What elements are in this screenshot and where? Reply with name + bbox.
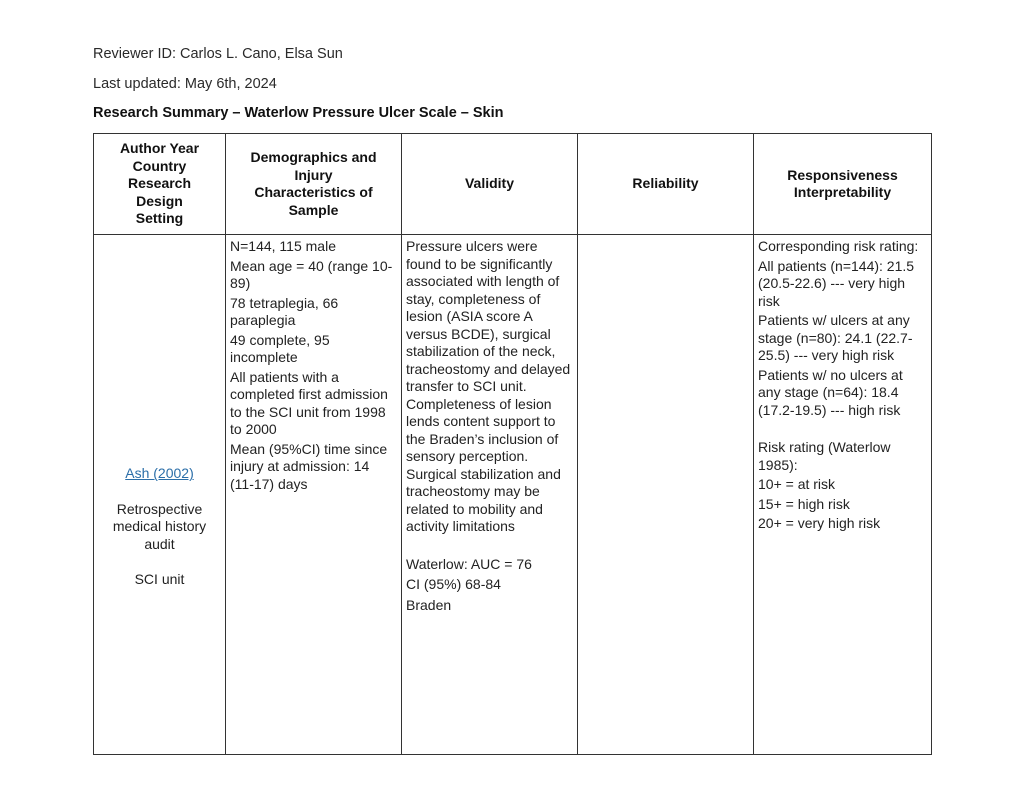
- cell-validity: [402, 235, 578, 755]
- demographics-item: All patients with a completed first admission to the SCI unit from 1998 to 2000: [230, 368, 388, 437]
- last-updated: Last updated: May 6th, 2024: [93, 76, 277, 92]
- demographics-item: Mean (95%CI) time since injury at admission: 14 (11-17) days: [230, 440, 388, 492]
- header-line: Reliability: [632, 175, 699, 192]
- responsiveness-item: Patients w/ no ulcers at any stage (n=64): 18.4 (17.2-19.5) --- high risk: [758, 366, 903, 418]
- responsiveness-item: All patients (n=144): 21.5 (20.5-22.6) --- very high risk: [758, 257, 915, 309]
- risk-rating-item: 20+ = very high risk: [758, 515, 881, 531]
- demographics-item: Mean age = 40 (range 10-89): [230, 257, 393, 291]
- risk-rating-item: Risk rating (Waterlow 1985):: [758, 439, 891, 473]
- header-line: Country: [132, 157, 187, 174]
- cell-reliability: [578, 235, 754, 755]
- header-line: Characteristics of: [254, 184, 373, 200]
- table-header-row: [94, 134, 932, 235]
- reviewer-id: Reviewer ID: Carlos L. Cano, Elsa Sun: [93, 46, 343, 62]
- header-line: Interpretability: [793, 184, 892, 200]
- header-line: Injury: [294, 166, 333, 183]
- header-author-year: [94, 134, 226, 235]
- responsiveness-item: Corresponding risk rating:: [758, 238, 919, 254]
- demographics-item: N=144, 115 male: [230, 238, 336, 254]
- header-demographics: [226, 134, 402, 235]
- research-summary-table: [93, 133, 932, 755]
- demographics-item: 49 complete, 95 incomplete: [230, 331, 330, 365]
- setting-text: SCI unit: [134, 571, 185, 588]
- demographics-item: 78 tetraplegia, 66 paraplegia: [230, 294, 339, 328]
- risk-rating-item: 15+ = high risk: [758, 495, 850, 512]
- cell-responsiveness: [754, 235, 932, 755]
- design-line: medical history: [112, 518, 207, 535]
- header-responsiveness: [754, 134, 932, 235]
- header-line: Validity: [464, 175, 515, 192]
- validity-auc-line: CI (95%) 68-84: [406, 576, 501, 592]
- header-line: Research: [127, 175, 192, 192]
- cell-demographics: [226, 235, 402, 755]
- design-line: audit: [144, 535, 175, 552]
- validity-auc-line: Waterlow: AUC = 76: [406, 555, 532, 572]
- header-validity: [402, 134, 578, 235]
- header-line: Design: [136, 192, 183, 209]
- header-line: Sample: [288, 201, 339, 218]
- header-line: Demographics and: [250, 149, 377, 165]
- author-citation-link[interactable]: Ash (2002): [125, 465, 194, 482]
- header-line: Responsiveness: [787, 166, 898, 183]
- cell-author: [94, 235, 226, 755]
- header-line: Author Year: [119, 140, 200, 157]
- header-reliability: [578, 134, 754, 235]
- document-title: Research Summary – Waterlow Pressure Ulcer Scale – Skin: [93, 105, 504, 121]
- table-row: [94, 235, 932, 755]
- responsiveness-item: Patients w/ ulcers at any stage (n=80): 24.1 (22.7-25.5) --- very high risk: [758, 312, 913, 363]
- validity-text: Pressure ulcers were found to be significantly associated with length of stay, completeness of lesion (ASIA score A versus BCDE), surgical stabilization of the neck, tracheostomy and delayed transfer to SCI unit. Completeness of lesion lends content support to the Braden’s inclusion of sensory perception. Surgical stabilization and tracheostomy may be related to mobility and activity limitations: [406, 238, 571, 534]
- design-line: Retrospective: [116, 500, 203, 517]
- risk-rating-item: 10+ = at risk: [758, 476, 836, 492]
- validity-auc-line: Braden: [406, 596, 452, 613]
- header-line: Setting: [135, 210, 184, 227]
